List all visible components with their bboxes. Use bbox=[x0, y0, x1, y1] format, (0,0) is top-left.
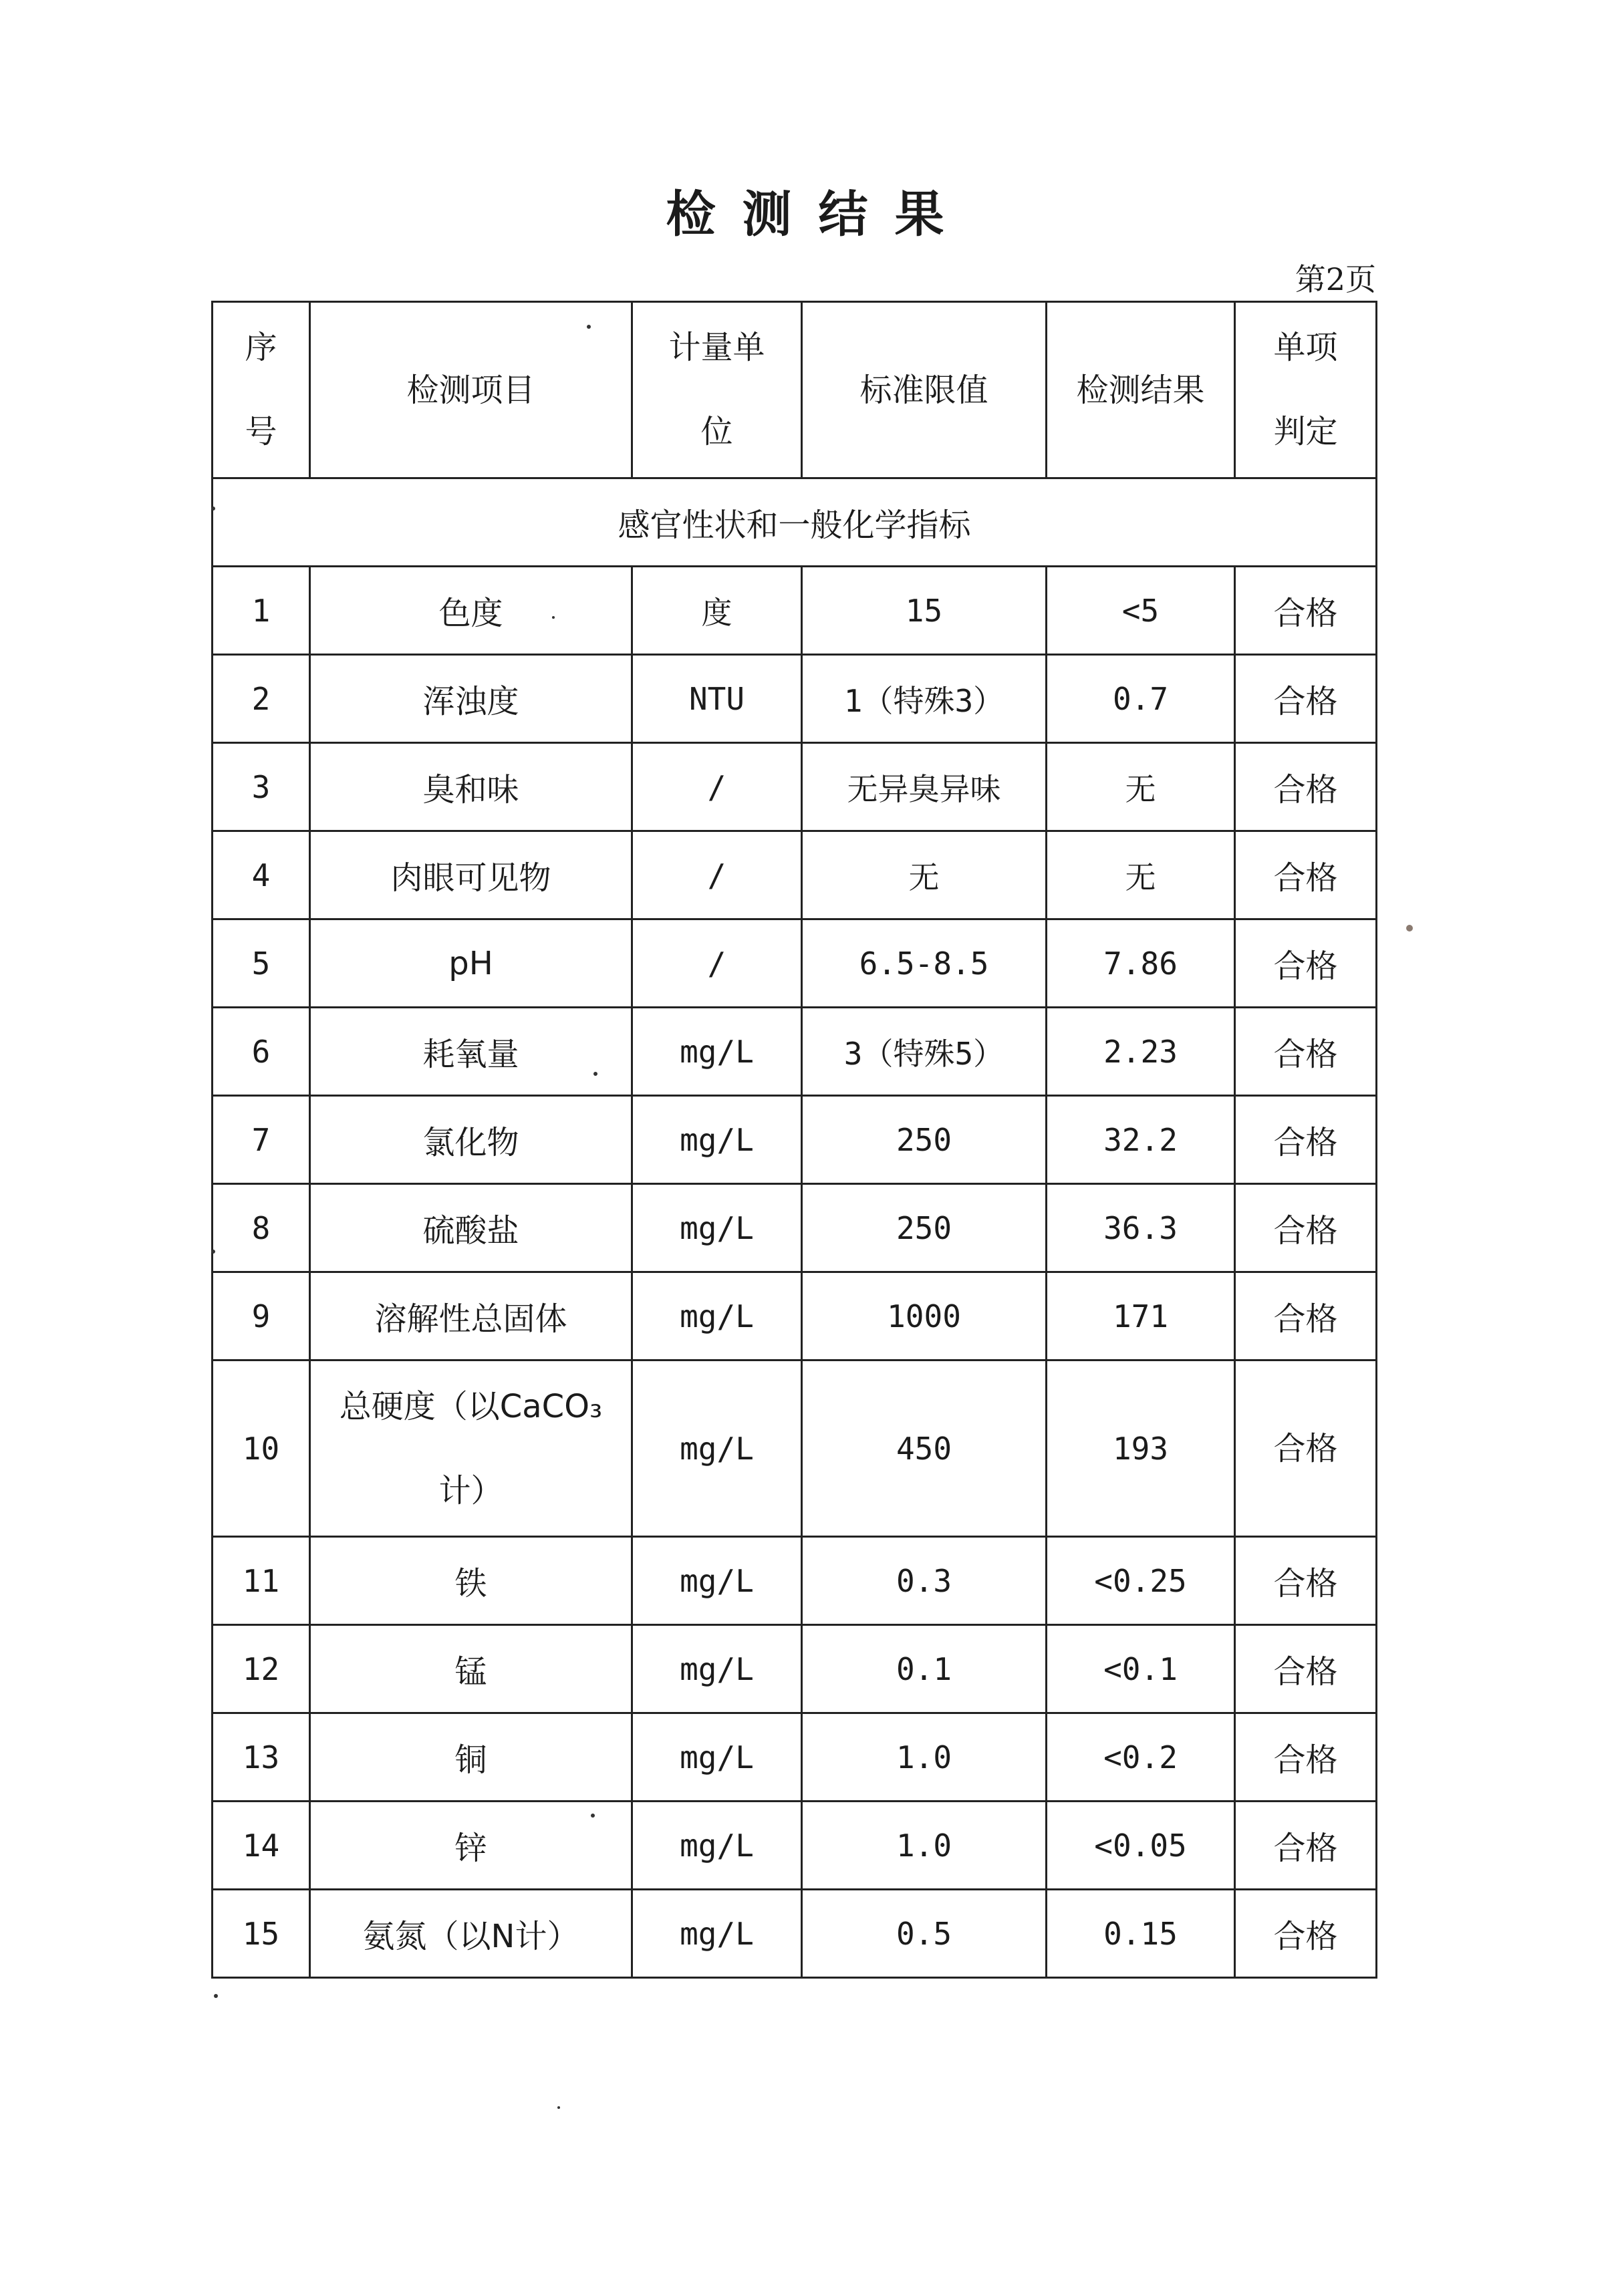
cell-no: 10 bbox=[213, 1360, 310, 1537]
header-limit bbox=[802, 302, 1047, 478]
cell-item: 氯化物 bbox=[310, 1096, 632, 1184]
cell-no: 9 bbox=[213, 1272, 310, 1360]
cell-item: 铁 bbox=[310, 1537, 632, 1625]
cell-unit: mg/L bbox=[632, 1360, 802, 1537]
scan-speck bbox=[211, 507, 215, 511]
header-unit bbox=[632, 302, 802, 478]
cell-judge: 合格 bbox=[1235, 1713, 1377, 1802]
section-title: 感官性状和一般化学指标 bbox=[213, 478, 1377, 567]
table-row bbox=[213, 567, 1377, 655]
cell-item: 溶解性总固体 bbox=[310, 1272, 632, 1360]
header-result bbox=[1047, 302, 1235, 478]
cell-no: 6 bbox=[213, 1008, 310, 1096]
table-row bbox=[213, 1625, 1377, 1713]
cell-limit: 0.1 bbox=[802, 1625, 1047, 1713]
cell-no: 8 bbox=[213, 1184, 310, 1272]
table-row bbox=[213, 743, 1377, 831]
section-row bbox=[213, 478, 1377, 567]
cell-no: 14 bbox=[213, 1802, 310, 1890]
cell-item: 浑浊度 bbox=[310, 655, 632, 743]
cell-no: 11 bbox=[213, 1537, 310, 1625]
cell-unit: mg/L bbox=[632, 1713, 802, 1802]
cell-result: 0.7 bbox=[1047, 655, 1235, 743]
cell-limit: 无异臭异味 bbox=[802, 743, 1047, 831]
table-row bbox=[213, 655, 1377, 743]
cell-judge: 合格 bbox=[1235, 1360, 1377, 1537]
cell-result: <0.2 bbox=[1047, 1713, 1235, 1802]
table-row bbox=[213, 831, 1377, 919]
cell-limit: 15 bbox=[802, 567, 1047, 655]
scan-speck bbox=[1406, 925, 1413, 931]
header-result-label: 检测结果 bbox=[1076, 371, 1205, 409]
cell-no: 4 bbox=[213, 831, 310, 919]
cell-judge: 合格 bbox=[1235, 1096, 1377, 1184]
cell-unit: mg/L bbox=[632, 1008, 802, 1096]
cell-judge: 合格 bbox=[1235, 831, 1377, 919]
cell-no: 3 bbox=[213, 743, 310, 831]
header-unit-label: 计量单 位 bbox=[668, 329, 765, 450]
cell-unit: mg/L bbox=[632, 1537, 802, 1625]
cell-unit: mg/L bbox=[632, 1096, 802, 1184]
table-row bbox=[213, 1096, 1377, 1184]
header-no bbox=[213, 302, 310, 478]
document-title: 检测结果 bbox=[666, 186, 971, 243]
cell-limit: 3（特殊5） bbox=[802, 1008, 1047, 1096]
table-row bbox=[213, 1537, 1377, 1625]
cell-no: 1 bbox=[213, 567, 310, 655]
cell-unit: mg/L bbox=[632, 1802, 802, 1890]
cell-unit: / bbox=[632, 919, 802, 1008]
cell-limit: 0.5 bbox=[802, 1890, 1047, 1978]
cell-item: 肉眼可见物 bbox=[310, 831, 632, 919]
scan-speck bbox=[211, 1250, 215, 1254]
table-header-row bbox=[213, 302, 1377, 478]
cell-limit: 0.3 bbox=[802, 1537, 1047, 1625]
cell-unit: / bbox=[632, 743, 802, 831]
cell-result: 2.23 bbox=[1047, 1008, 1235, 1096]
cell-unit: / bbox=[632, 831, 802, 919]
table-row bbox=[213, 1008, 1377, 1096]
header-item bbox=[310, 302, 632, 478]
cell-result: 无 bbox=[1047, 831, 1235, 919]
cell-no: 2 bbox=[213, 655, 310, 743]
table-row bbox=[213, 1184, 1377, 1272]
cell-unit: 度 bbox=[632, 567, 802, 655]
cell-no: 12 bbox=[213, 1625, 310, 1713]
cell-no: 7 bbox=[213, 1096, 310, 1184]
cell-item: 耗氧量 bbox=[310, 1008, 632, 1096]
cell-result: 7.86 bbox=[1047, 919, 1235, 1008]
cell-judge: 合格 bbox=[1235, 743, 1377, 831]
table-row bbox=[213, 1890, 1377, 1978]
cell-item: 臭和味 bbox=[310, 743, 632, 831]
cell-result: <0.05 bbox=[1047, 1802, 1235, 1890]
table-row bbox=[213, 1713, 1377, 1802]
scan-speck bbox=[587, 325, 591, 329]
header-no-label: 序 号 bbox=[245, 329, 277, 450]
cell-judge: 合格 bbox=[1235, 567, 1377, 655]
table-row bbox=[213, 1802, 1377, 1890]
cell-item: 硫酸盐 bbox=[310, 1184, 632, 1272]
cell-item: 氨氮（以N计） bbox=[310, 1890, 632, 1978]
table-row bbox=[213, 1360, 1377, 1537]
cell-unit: mg/L bbox=[632, 1890, 802, 1978]
scan-speck bbox=[591, 1814, 595, 1818]
cell-limit: 1.0 bbox=[802, 1802, 1047, 1890]
header-limit-label: 标准限值 bbox=[859, 371, 988, 409]
cell-judge: 合格 bbox=[1235, 1537, 1377, 1625]
cell-item: 铜 bbox=[310, 1713, 632, 1802]
cell-judge: 合格 bbox=[1235, 655, 1377, 743]
scan-speck bbox=[557, 2106, 560, 2109]
cell-limit: 450 bbox=[802, 1360, 1047, 1537]
header-item-label: 检测项目 bbox=[406, 371, 535, 409]
cell-result: 193 bbox=[1047, 1360, 1235, 1537]
cell-no: 13 bbox=[213, 1713, 310, 1802]
cell-judge: 合格 bbox=[1235, 1802, 1377, 1890]
cell-limit: 1（特殊3） bbox=[802, 655, 1047, 743]
cell-item: 锰 bbox=[310, 1625, 632, 1713]
cell-limit: 无 bbox=[802, 831, 1047, 919]
cell-limit: 1000 bbox=[802, 1272, 1047, 1360]
cell-item: 总硬度（以CaCO₃计） bbox=[310, 1360, 632, 1537]
cell-result: 32.2 bbox=[1047, 1096, 1235, 1184]
cell-item: 色度 bbox=[310, 567, 632, 655]
cell-judge: 合格 bbox=[1235, 919, 1377, 1008]
cell-no: 15 bbox=[213, 1890, 310, 1978]
cell-unit: mg/L bbox=[632, 1272, 802, 1360]
scan-speck bbox=[214, 1994, 218, 1998]
cell-judge: 合格 bbox=[1235, 1272, 1377, 1360]
cell-judge: 合格 bbox=[1235, 1890, 1377, 1978]
cell-result: 171 bbox=[1047, 1272, 1235, 1360]
scan-speck bbox=[593, 1072, 597, 1076]
scan-speck bbox=[552, 616, 555, 619]
cell-item: 锌 bbox=[310, 1802, 632, 1890]
cell-judge: 合格 bbox=[1235, 1008, 1377, 1096]
cell-judge: 合格 bbox=[1235, 1184, 1377, 1272]
cell-result: 无 bbox=[1047, 743, 1235, 831]
cell-unit: mg/L bbox=[632, 1625, 802, 1713]
cell-result: <0.25 bbox=[1047, 1537, 1235, 1625]
cell-no: 5 bbox=[213, 919, 310, 1008]
table-row bbox=[213, 919, 1377, 1008]
cell-limit: 250 bbox=[802, 1096, 1047, 1184]
cell-result: <0.1 bbox=[1047, 1625, 1235, 1713]
cell-unit: NTU bbox=[632, 655, 802, 743]
table-row bbox=[213, 1272, 1377, 1360]
cell-result: 0.15 bbox=[1047, 1890, 1235, 1978]
cell-result: 36.3 bbox=[1047, 1184, 1235, 1272]
cell-unit: mg/L bbox=[632, 1184, 802, 1272]
cell-result: <5 bbox=[1047, 567, 1235, 655]
cell-limit: 1.0 bbox=[802, 1713, 1047, 1802]
cell-judge: 合格 bbox=[1235, 1625, 1377, 1713]
cell-item: pH bbox=[310, 919, 632, 1008]
page-number: 第2页 bbox=[1295, 261, 1376, 297]
results-table bbox=[211, 301, 1377, 1979]
header-judge-label: 单项 判定 bbox=[1273, 329, 1338, 450]
cell-limit: 250 bbox=[802, 1184, 1047, 1272]
cell-limit: 6.5-8.5 bbox=[802, 919, 1047, 1008]
header-judge bbox=[1235, 302, 1377, 478]
